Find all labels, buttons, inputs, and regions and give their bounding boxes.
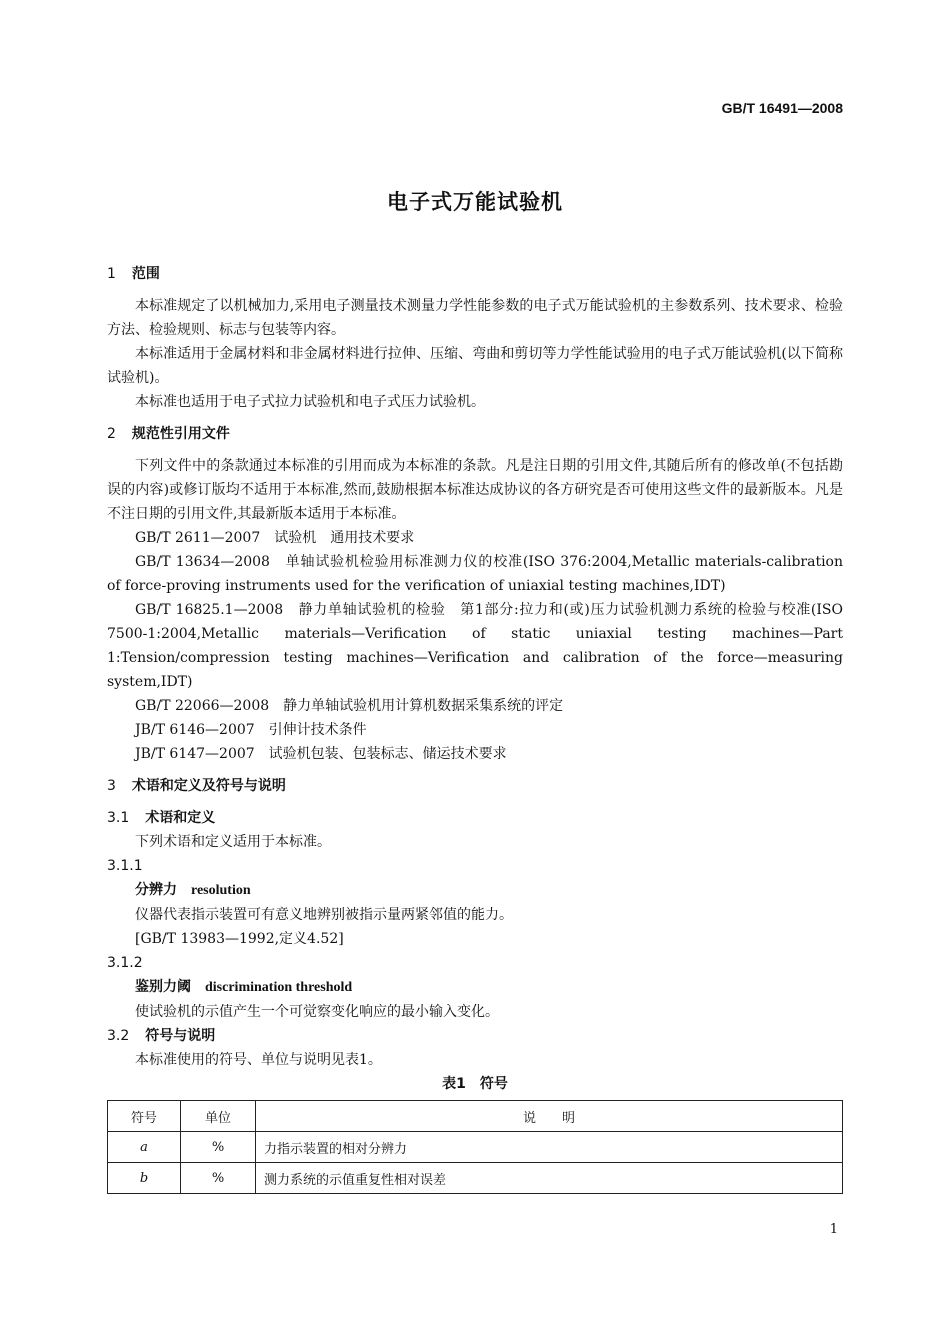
- table-cell: b: [108, 1163, 181, 1194]
- term-chinese: 鉴别力阈: [135, 979, 191, 995]
- subsection-number: 3.1: [107, 810, 130, 826]
- table-header-row: [108, 1101, 843, 1132]
- term-definition: 仪器代表指示装置可有意义地辨别被指示量两紧邻值的能力。: [135, 907, 513, 923]
- section-title: 术语和定义及符号与说明: [131, 778, 286, 794]
- paragraph: 下列文件中的条款通过本标准的引用而成为本标准的条款。凡是注日期的引用文件,其随后所有的修改单(不包括勘误的内容)或修订版均不适用于本标准,然而,鼓励根据本标准达成协议的各方研究是否可使用这些文件的最新版本。凡是不注日期的引用文件,其最新版本适用于本标准。: [107, 458, 843, 522]
- section-2-heading: [107, 422, 843, 446]
- term-definition: 使试验机的示值产生一个可觉察变化响应的最小输入变化。: [135, 1004, 499, 1020]
- reference-item: JB/T 6146—2007 引伸计技术条件: [135, 722, 367, 738]
- reference-item: GB/T 16825.1—2008 静力单轴试验机的检验 第1部分:拉力和(或)压力试验机测力系统的检验与校准(ISO 7500-1:2004,Metallic materials—Verification of static uniaxial testing machines—Part 1:Tension/compression testing machines—Verification and calibration of the force—measuring system,IDT): [107, 602, 843, 690]
- column-header: 单位: [181, 1101, 256, 1132]
- section-title: 范围: [131, 266, 160, 282]
- table-cell: %: [181, 1132, 256, 1163]
- symbols-table: [107, 1100, 843, 1194]
- standard-code: GB/T 16491—2008: [721, 100, 843, 116]
- subsection-title: 符号与说明: [145, 1028, 216, 1044]
- section-3-heading: [107, 774, 843, 798]
- reference-item: GB/T 2611—2007 试验机 通用技术要求: [135, 530, 415, 546]
- section-number: 3: [107, 778, 116, 794]
- reference-item: GB/T 22066—2008 静力单轴试验机用计算机数据采集系统的评定: [135, 698, 564, 714]
- column-header: 符号: [108, 1101, 181, 1132]
- subsection-title: 术语和定义: [145, 810, 216, 826]
- subsection-3-1-heading: [107, 806, 843, 830]
- table-cell: a: [108, 1132, 181, 1163]
- paragraph: 下列术语和定义适用于本标准。: [135, 834, 331, 850]
- section-1-heading: [107, 262, 843, 286]
- section-number: 1: [107, 266, 116, 282]
- subsection-3-2-heading: [107, 1024, 843, 1048]
- table-cell: 力指示装置的相对分辨力: [256, 1132, 843, 1163]
- term-source: [GB/T 13983—1992,定义4.52]: [135, 931, 344, 947]
- paragraph: 本标准适用于金属材料和非金属材料进行拉伸、压缩、弯曲和剪切等力学性能试验用的电子式万能试验机(以下简称试验机)。: [107, 346, 843, 386]
- table-cell: 测力系统的示值重复性相对误差: [256, 1163, 843, 1194]
- subsection-3-1-1-heading: [107, 854, 843, 878]
- term-english: discrimination threshold: [205, 980, 353, 995]
- paragraph: 本标准规定了以机械加力,采用电子测量技术测量力学性能参数的电子式万能试验机的主参数系列、技术要求、检验方法、检验规则、标志与包装等内容。: [107, 298, 843, 338]
- table-row: [108, 1132, 843, 1163]
- document-body: [107, 262, 843, 1194]
- subsection-number: 3.1.2: [107, 955, 143, 971]
- paragraph: 本标准也适用于电子式拉力试验机和电子式压力试验机。: [135, 394, 485, 410]
- page-number: 1: [829, 1222, 838, 1237]
- term-chinese: 分辨力: [135, 882, 177, 898]
- table-cell: %: [181, 1163, 256, 1194]
- term-entry: [107, 975, 843, 1000]
- subsection-number: 3.2: [107, 1028, 130, 1044]
- reference-item: GB/T 13634—2008 单轴试验机检验用标准测力仪的校准(ISO 376:2004,Metallic materials-calibration of force-proving instruments used for the verification of uniaxial testing machines,IDT): [107, 554, 843, 594]
- paragraph: 本标准使用的符号、单位与说明见表1。: [135, 1052, 382, 1068]
- column-header: 说 明: [256, 1101, 843, 1132]
- section-number: 2: [107, 426, 116, 442]
- subsection-number: 3.1.1: [107, 858, 143, 874]
- table-row: [108, 1163, 843, 1194]
- document-title: 电子式万能试验机: [387, 190, 563, 214]
- term-entry: [107, 878, 843, 903]
- table-title: 表1 符号: [442, 1076, 508, 1092]
- subsection-3-1-2-heading: [107, 951, 843, 975]
- section-title: 规范性引用文件: [131, 426, 230, 442]
- term-english: resolution: [191, 883, 251, 898]
- reference-item: JB/T 6147—2007 试验机包装、包装标志、储运技术要求: [135, 746, 507, 762]
